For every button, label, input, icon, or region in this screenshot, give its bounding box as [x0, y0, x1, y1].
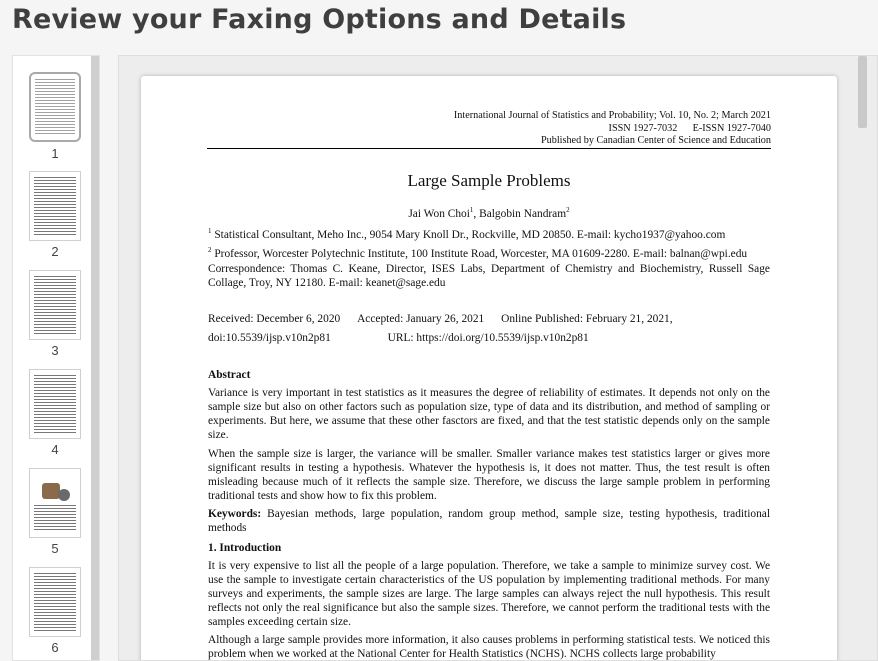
page-thumbnail-2[interactable] — [29, 171, 81, 241]
affiliation-superscript: 1 — [208, 227, 212, 235]
journal-header-line: Published by Canadian Center of Science and Education — [540, 135, 771, 146]
abstract-paragraph: Variance is very important in test statistics as it measures the degree of reliability of estimates. It depends not only on the sample size but also on other factors such as population size, type of data and its distribution, and method of sampling or experiments. But here, we assume that these other fasctors are fixed, and that the test statistic depends only on the sample size. — [208, 387, 770, 441]
page-thumbnail-4[interactable] — [29, 369, 81, 439]
thumbnail-panel[interactable] — [12, 55, 100, 661]
url-text: URL: https://doi.org/10.5539/ijsp.v10n2p81 — [387, 332, 589, 344]
author-name: Jai Won Choi — [408, 207, 470, 220]
keywords-text: Bayesian methods, large population, random group method, sample size, testing hypothesis, traditional methods — [208, 508, 770, 534]
section-heading: 1. Introduction — [208, 542, 282, 554]
journal-header-line: International Journal of Statistics and Probability; Vol. 10, No. 2; March 2021 — [453, 110, 771, 121]
published-date: Online Published: February 21, 2021, — [501, 313, 673, 325]
page-thumbnail-6[interactable] — [29, 567, 81, 637]
thumbnail-image — [34, 276, 76, 334]
abstract-heading: Abstract — [208, 369, 251, 381]
author-separator: , — [473, 207, 480, 220]
author-superscript: 2 — [566, 206, 570, 214]
affiliation-superscript: 2 — [208, 246, 212, 254]
thumbnail-number: 4 — [51, 442, 59, 457]
thumbnail-image — [34, 573, 76, 631]
document-page — [141, 76, 837, 661]
journal-header-line: ISSN 1927-7032 E-ISSN 1927-7040 — [608, 122, 771, 134]
page-thumbnail-5[interactable] — [29, 468, 81, 538]
received-date: Received: December 6, 2020 — [208, 313, 341, 325]
author-name: Balgobin Nandram — [479, 207, 567, 220]
author-superscript: 1 — [469, 206, 474, 214]
thumbnail-number: 1 — [51, 146, 59, 161]
accepted-date: Accepted: January 26, 2021 — [357, 313, 485, 325]
doi-text: doi:10.5539/ijsp.v10n2p81 — [208, 332, 331, 344]
thumbnail-number: 2 — [51, 244, 59, 259]
page-thumbnail-1[interactable] — [29, 72, 81, 142]
paper-authors — [141, 204, 837, 222]
thumbnail-number: 3 — [51, 343, 59, 358]
intro-paragraph: Although a large sample provides more information, it also causes problems in performing statistical tests. We noticed this problem when we worked at the National Center for Health Statistics (NCHS). NCHS collects large probability — [208, 634, 770, 660]
keywords — [208, 508, 770, 536]
paper-title: Large Sample Problems — [407, 171, 571, 190]
affiliation-1 — [208, 225, 770, 243]
thumbnail-image — [34, 375, 76, 433]
thumbnail-figure — [58, 489, 70, 501]
document-viewer[interactable] — [118, 55, 878, 661]
correspondence: Correspondence: Thomas C. Keane, Director, ISES Labs, Department of Chemistry and Biochemistry, Russell Sage Collage, Troy, NY 12180. E-mail: keanet@sage.edu — [208, 263, 770, 289]
doi-line — [208, 332, 770, 346]
thumbnail-number: 5 — [51, 541, 59, 556]
thumbnail-scrollbar[interactable] — [91, 56, 99, 660]
journal-header — [454, 110, 771, 148]
affiliation-2 — [208, 244, 770, 262]
dates-line — [208, 313, 770, 327]
abstract-paragraph: When the sample size is larger, the variance will be smaller. Smaller variance makes test statistics larger or gives more significant results in testing a hypothesis. Whatever the hypothesis is, it does not matter. Thus, the test result is often misleading because much of it reflects the sample size. Therefore, we discuss the large sample problem in performing traditional tests and show how to fix this problem. — [208, 448, 770, 502]
page-thumbnail-3[interactable] — [29, 270, 81, 340]
page-title: Review your Faxing Options and Details — [12, 4, 627, 35]
header-divider — [207, 148, 771, 149]
affiliation-text: Professor, Worcester Polytechnic Institute, 100 Institute Road, Worcester, MA 01609-2280. E-mail: balnan@wpi.edu — [211, 247, 748, 260]
intro-paragraph: It is very expensive to list all the people of a large population. Therefore, we take a sample to minimize survey cost. We use the sample to investigate certain characteristics of the US population by implementing traditional methods. For many surveys and experiments, the sample sizes are large. The large samples can always reject the null hypothesis. This result reflects not only the real significance but also the sample sizes. Therefore, we cannot perform the traditional tests with the samples exceeding certain size. — [208, 560, 770, 628]
thumbnail-image — [34, 505, 76, 532]
thumbnail-image — [34, 177, 76, 235]
viewer-scrollbar-thumb[interactable] — [858, 56, 867, 128]
affiliation-text: Statistical Consultant, Meho Inc., 9054 Mary Knoll Dr., Rockville, MD 20850. E-mail: kycho1937@yahoo.com — [211, 228, 726, 241]
keywords-label: Keywords: — [208, 508, 262, 520]
thumbnail-number: 6 — [51, 640, 59, 655]
thumbnail-image — [35, 79, 75, 135]
